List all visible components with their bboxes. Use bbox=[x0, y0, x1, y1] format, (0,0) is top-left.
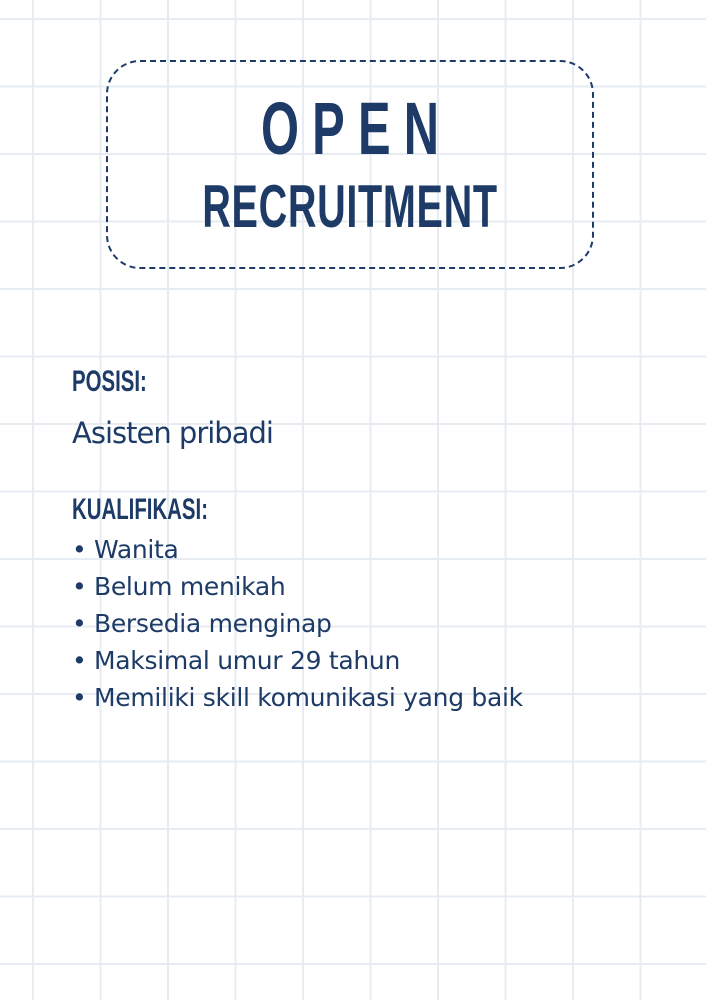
qualification-text: Wanita bbox=[94, 535, 179, 564]
title-recruitment: RECRUITMENT bbox=[202, 173, 498, 240]
qualifications-list bbox=[72, 531, 523, 716]
bullet-icon: • bbox=[72, 535, 87, 564]
qualification-text: Maksimal umur 29 tahun bbox=[94, 646, 400, 675]
qualification-text: Belum menikah bbox=[94, 572, 286, 601]
qualification-text: Memiliki skill komunikasi yang baik bbox=[94, 683, 523, 712]
title-open: OPEN bbox=[260, 87, 453, 170]
qualification-item bbox=[72, 605, 523, 642]
bullet-icon: • bbox=[72, 572, 87, 601]
qualification-item bbox=[72, 642, 523, 679]
qualification-item bbox=[72, 531, 523, 568]
title-frame bbox=[106, 60, 594, 269]
position-value: Asisten pribadi bbox=[72, 416, 273, 450]
qualifications-label: KUALIFIKASI: bbox=[72, 493, 208, 526]
qualification-item bbox=[72, 568, 523, 605]
bullet-icon: • bbox=[72, 683, 87, 712]
qualification-item bbox=[72, 679, 523, 716]
qualification-text: Bersedia menginap bbox=[94, 609, 332, 638]
bullet-icon: • bbox=[72, 646, 87, 675]
position-label: POSISI: bbox=[72, 365, 147, 398]
bullet-icon: • bbox=[72, 609, 87, 638]
